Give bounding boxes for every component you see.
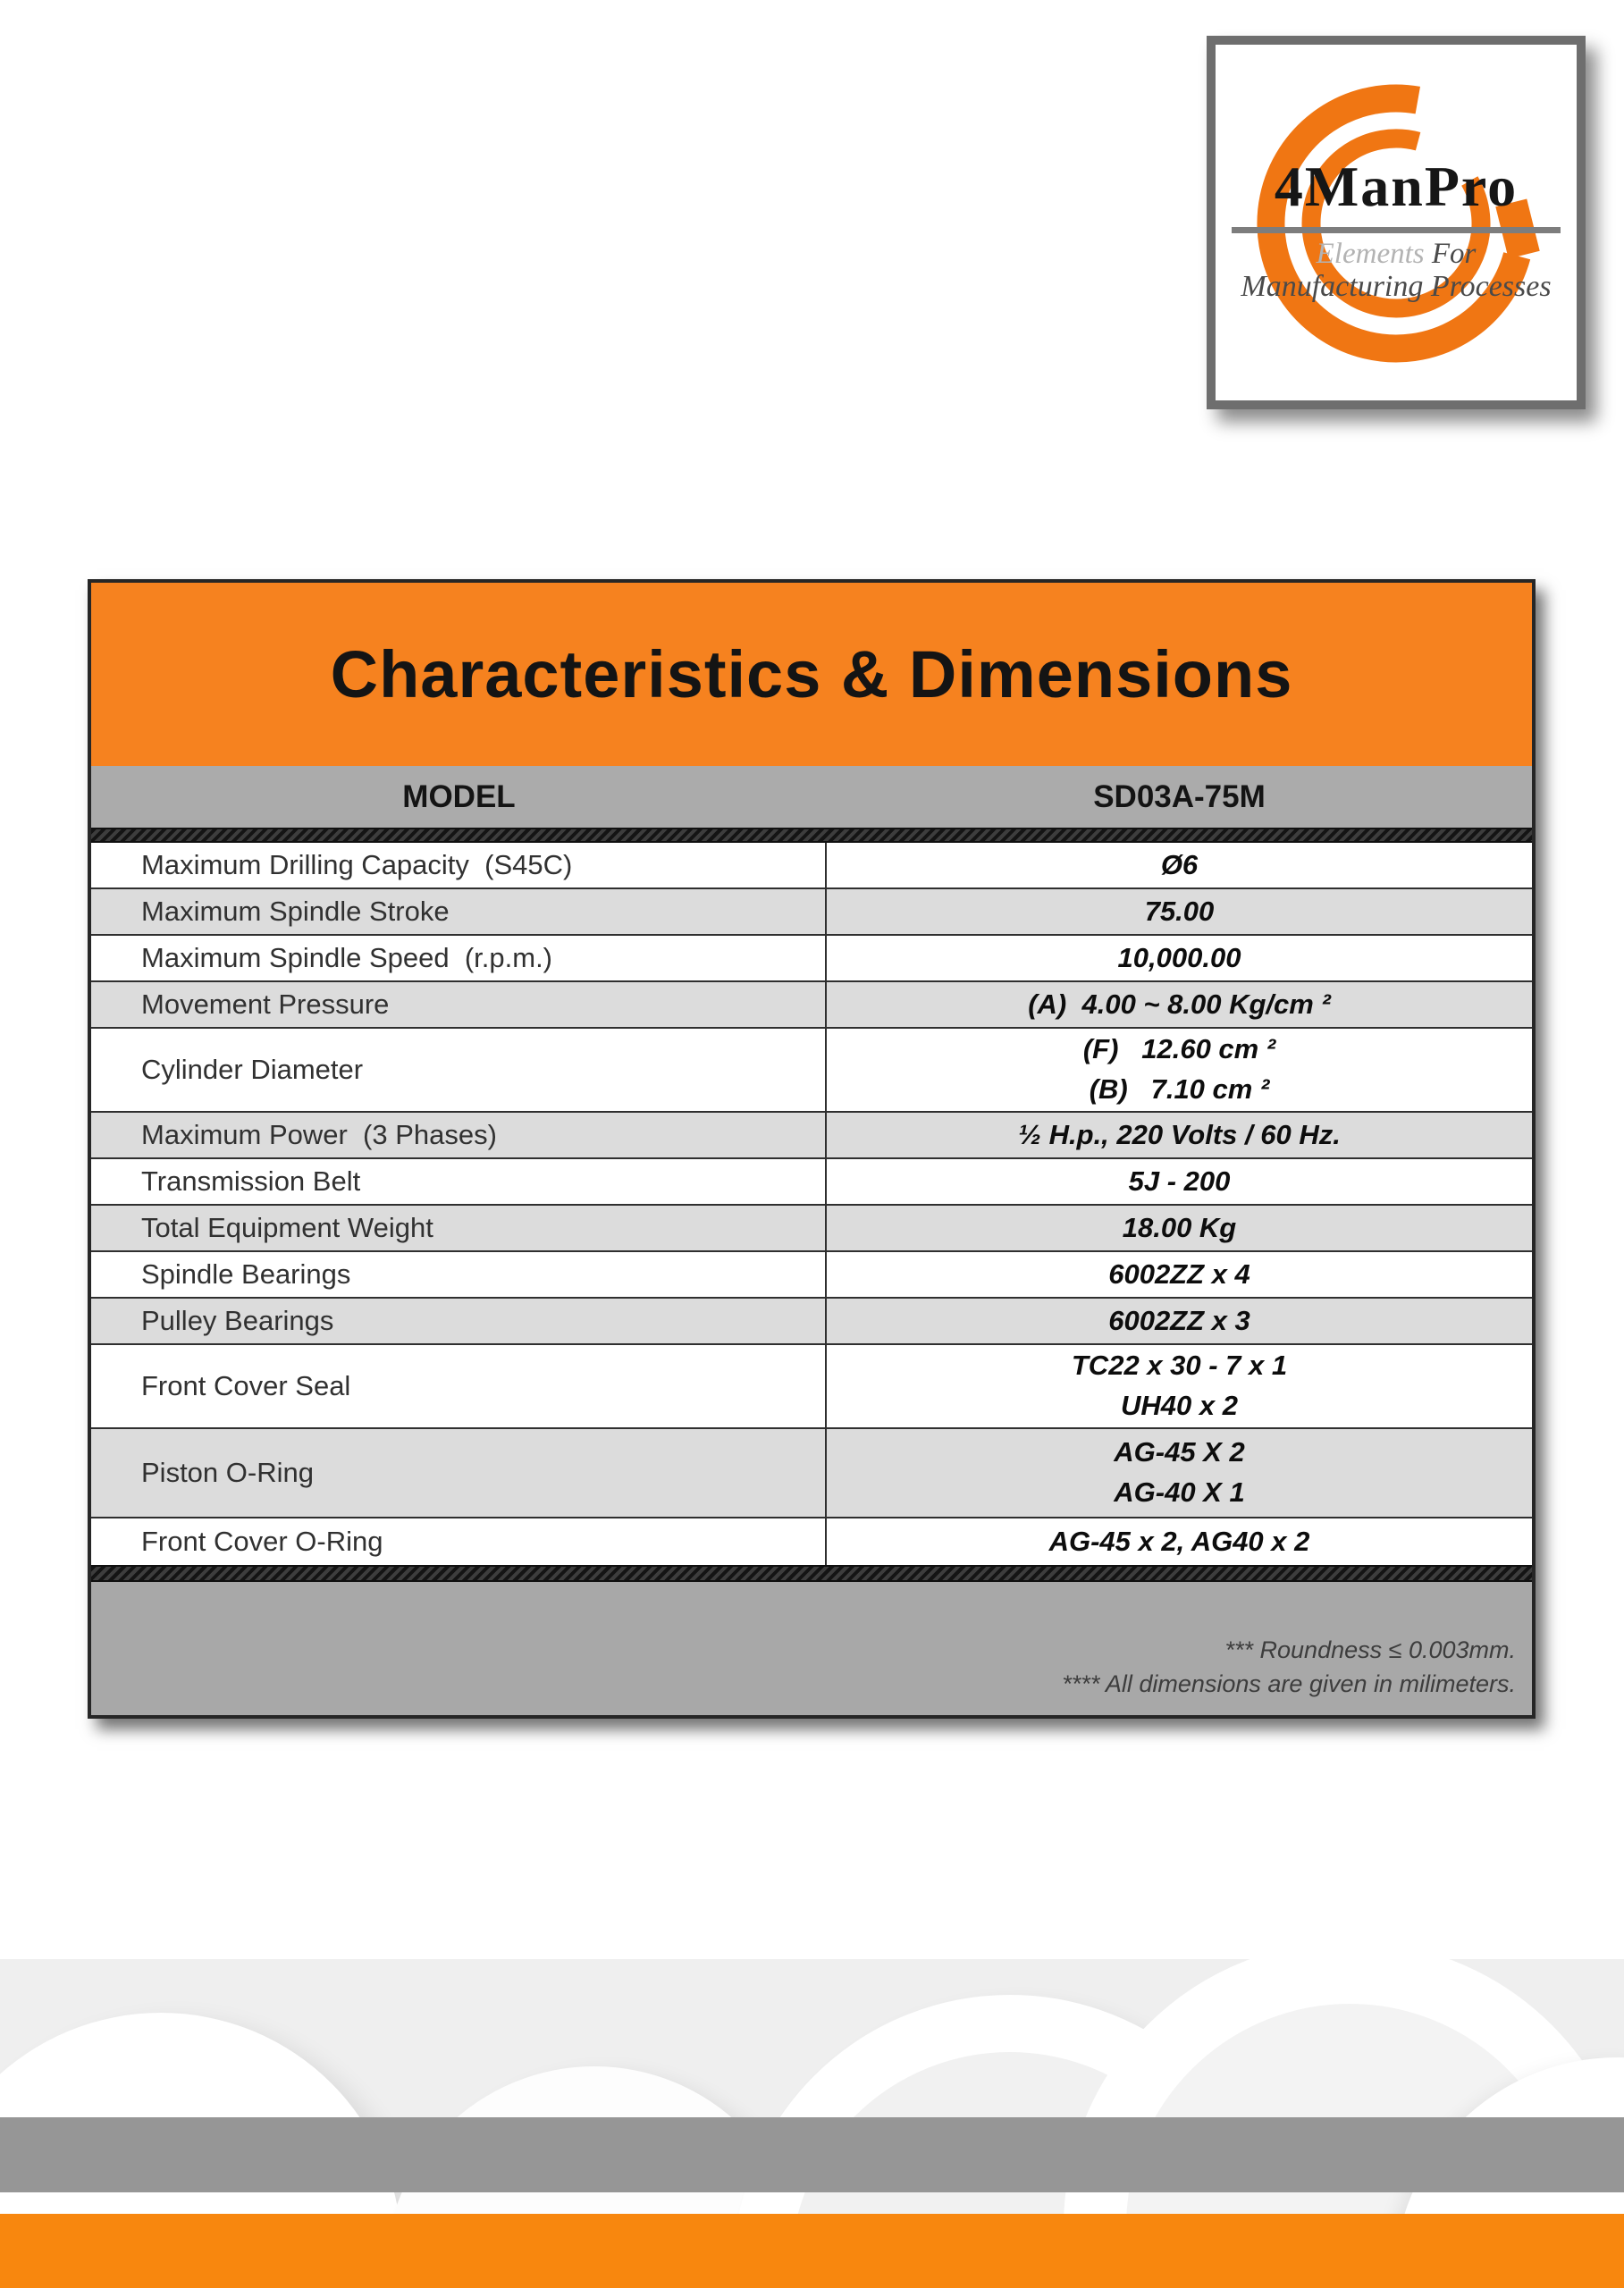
- row-value: [827, 1429, 1532, 1517]
- row-value: [827, 1252, 1532, 1297]
- row-label: Maximum Drilling Capacity (S45C): [91, 843, 827, 887]
- table-row: [91, 1113, 1532, 1159]
- row-label: Front Cover O-Ring: [91, 1518, 827, 1565]
- row-value: [827, 1029, 1532, 1111]
- logo-brand-text: 4ManPro: [1274, 155, 1519, 218]
- row-label: Pulley Bearings: [91, 1299, 827, 1343]
- logo-tagline-word-for: For: [1431, 238, 1477, 270]
- row-label: Maximum Spindle Stroke: [91, 889, 827, 934]
- row-value: [827, 889, 1532, 934]
- logo-tagline-line2: Manufacturing Processes: [1241, 270, 1552, 303]
- logo-tagline-line1: [1216, 238, 1577, 271]
- row-label: Spindle Bearings: [91, 1252, 827, 1297]
- row-value-line: UH40 x 2: [1121, 1390, 1238, 1421]
- row-value-line: (F) 12.60 cm ²: [1082, 1033, 1276, 1065]
- table-row: [91, 1345, 1532, 1429]
- row-value-line: 75.00: [1144, 895, 1215, 927]
- divider-hatch-top: [91, 828, 1532, 843]
- row-value-line: TC22 x 30 - 7 x 1: [1071, 1350, 1288, 1382]
- table-row: [91, 889, 1532, 936]
- row-label: Transmission Belt: [91, 1159, 827, 1204]
- spec-card-header: [91, 583, 1532, 766]
- row-value-line: AG-45 X 2: [1114, 1436, 1245, 1468]
- row-value: [827, 1299, 1532, 1343]
- row-label: Maximum Power (3 Phases): [91, 1113, 827, 1157]
- footnote-dimensions: **** All dimensions are given in milimeters.: [1062, 1670, 1516, 1697]
- logo-tagline-word-elements: Elements: [1316, 238, 1425, 270]
- row-value-line: 6002ZZ x 4: [1108, 1258, 1250, 1290]
- row-value-line: (A) 4.00 ~ 8.00 Kg/cm ²: [1028, 988, 1331, 1020]
- divider-hatch-bottom: [91, 1565, 1532, 1582]
- row-value: [827, 1518, 1532, 1565]
- spec-card-footer: [91, 1582, 1532, 1715]
- row-value: [827, 936, 1532, 980]
- row-value-line: Ø6: [1160, 848, 1199, 880]
- model-label: MODEL: [402, 778, 516, 814]
- table-row: [91, 1029, 1532, 1113]
- row-value: [827, 1206, 1532, 1250]
- row-value: [827, 1159, 1532, 1204]
- row-value: [827, 843, 1532, 887]
- footnote-roundness: *** Roundness ≤ 0.003mm.: [1224, 1636, 1516, 1663]
- row-label: Total Equipment Weight: [91, 1206, 827, 1250]
- logo-divider: [1232, 227, 1561, 233]
- company-logo: [1207, 36, 1586, 409]
- table-row: [91, 1299, 1532, 1345]
- page-title: Characteristics & Dimensions: [330, 637, 1293, 711]
- row-label: Maximum Spindle Speed (r.p.m.): [91, 936, 827, 980]
- spec-rows: [91, 843, 1532, 1565]
- row-value-line: 10,000.00: [1117, 941, 1241, 973]
- spec-card: [88, 579, 1536, 1719]
- row-value-line: (B) 7.10 cm ²: [1089, 1073, 1270, 1105]
- gray-band: [0, 2117, 1624, 2192]
- table-row: [91, 1159, 1532, 1206]
- table-row: [91, 1429, 1532, 1518]
- row-label: Movement Pressure: [91, 982, 827, 1027]
- row-value: [827, 1345, 1532, 1427]
- row-label: Piston O-Ring: [91, 1429, 827, 1517]
- model-header-row: [91, 766, 1532, 828]
- row-value-line: 18.00 Kg: [1122, 1211, 1237, 1243]
- row-label: Cylinder Diameter: [91, 1029, 827, 1111]
- orange-band: [0, 2214, 1624, 2288]
- row-value-line: 6002ZZ x 3: [1108, 1304, 1250, 1336]
- table-row: [91, 843, 1532, 889]
- decorative-footer-strip: [0, 1959, 1624, 2288]
- model-value: SD03A-75M: [1093, 778, 1266, 814]
- row-label: Front Cover Seal: [91, 1345, 827, 1427]
- row-value: [827, 1113, 1532, 1157]
- table-row: [91, 1518, 1532, 1565]
- row-value: [827, 982, 1532, 1027]
- row-value-line: AG-40 X 1: [1114, 1476, 1245, 1508]
- table-row: [91, 936, 1532, 982]
- row-value-line: ½ H.p., 220 Volts / 60 Hz.: [1018, 1118, 1341, 1150]
- row-value-line: 5J - 200: [1128, 1165, 1231, 1197]
- table-row: [91, 1206, 1532, 1252]
- table-row: [91, 982, 1532, 1029]
- table-row: [91, 1252, 1532, 1299]
- row-value-line: AG-45 x 2, AG40 x 2: [1048, 1525, 1310, 1557]
